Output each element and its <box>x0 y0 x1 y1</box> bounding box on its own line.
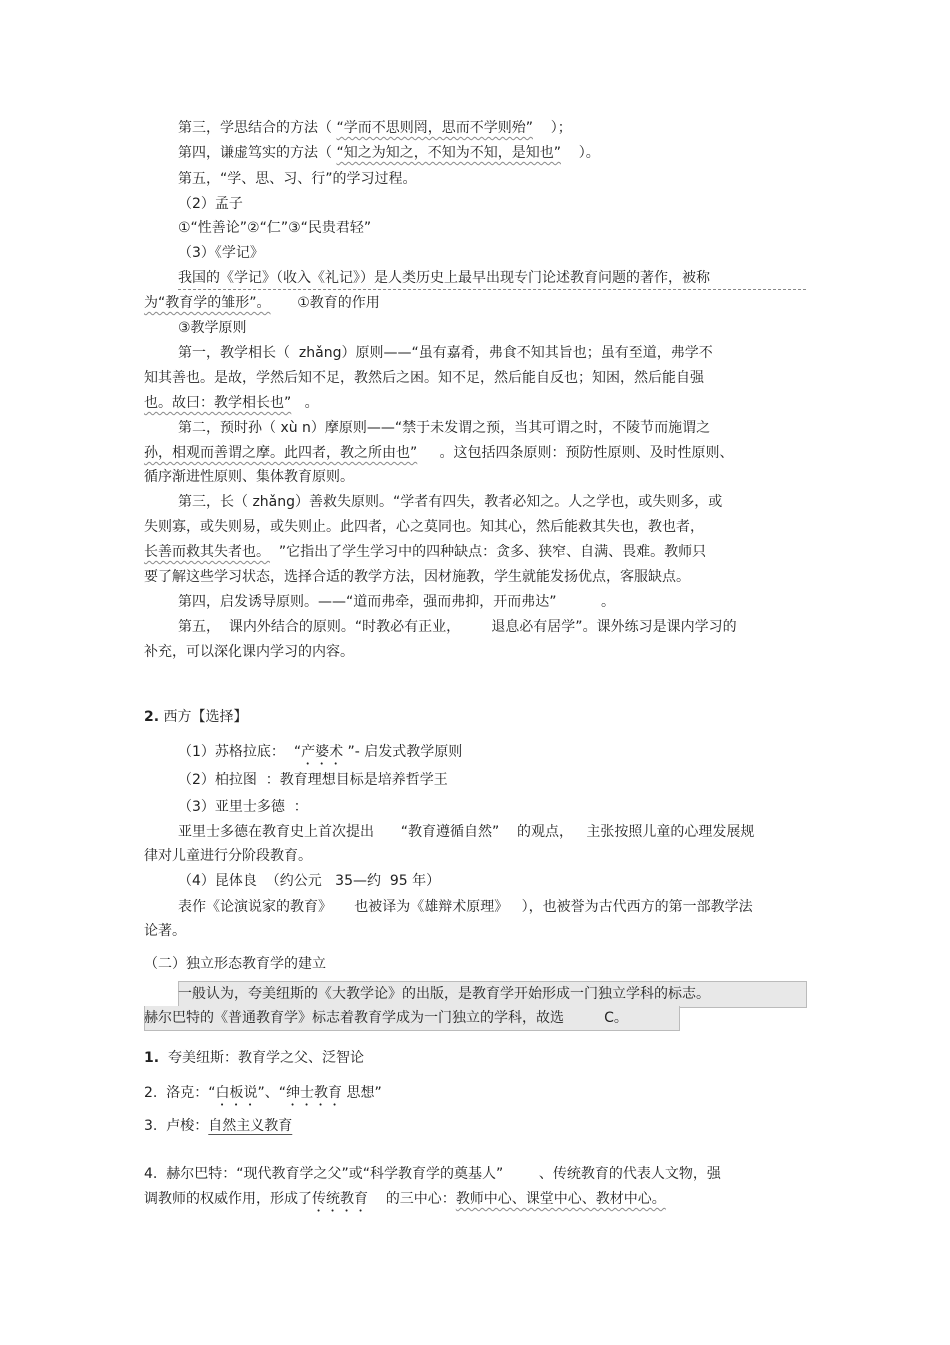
text-line: 知其善也。是故，学然后知不足，教然后之困。知不足，然后能自反也；知困，然后能自强 <box>144 370 704 386</box>
text-segment: 第三，学思结合的方法（ <box>178 120 332 136</box>
highlight-text <box>144 1008 628 1028</box>
text-line: ①“性善论”②“仁”③“民贵君轻” <box>178 220 372 236</box>
heading-text: 西方【选择】 <box>163 709 248 725</box>
highlight-text: 一般认为，夸美纽斯的《大教学论》的出版，是教育学开始形成一门独立学科的标志。 <box>178 986 710 1002</box>
text-segment: ”它指出了学生学习中的四种缺点：贪多、狭窄、自满、畏难。教师只 <box>278 544 707 560</box>
text-line: 补充，可以深化课内学习的内容。 <box>144 644 354 660</box>
section-heading <box>144 707 248 727</box>
text-line: 第一，教学相长（ zhǎng）原则——“虽有嘉肴，弗食不知其旨也；虽有至道，弗学不 <box>178 345 713 361</box>
text-line <box>178 143 600 163</box>
text-line <box>144 443 734 463</box>
text-line: 要了解这些学习状态，选择合适的教学方法，因材施教，学生就能发扬优点，客服缺点。 <box>144 569 690 585</box>
list-item <box>144 1164 721 1184</box>
text-segment: ①教育的作用 <box>297 295 380 311</box>
text-line: （3）亚里士多德 ： <box>178 799 308 815</box>
term-wavy: 教师中心、课堂中心、教材中心。 <box>455 1191 666 1207</box>
text-line <box>144 542 706 562</box>
quote-wavy: “知之为知之，不知为不知，是知也” <box>336 145 561 161</box>
text-segment: 退息必有居学”。课外练习是课内学习的 <box>491 619 737 635</box>
text-segment: 。这包括四条原则：预防性原则、及时性原则、 <box>439 445 734 461</box>
quote-wavy: 长善而救其失者也。 <box>144 544 270 560</box>
quote-wavy: 孙，相观而善谓之摩。此四者，教之所由也” <box>144 445 418 461</box>
text-line: 循序渐进性原则、集体教育原则。 <box>144 469 354 485</box>
item-text: 夸美纽斯：教育学之父、泛智论 <box>167 1050 364 1066</box>
text-segment: ”- 启发式教学原则 <box>347 744 463 760</box>
text-line: 我国的《学记》（收入《礼记》）是人类历史上最早出现专门论述教育问题的著作，被称 <box>178 270 710 286</box>
text-line: （2）孟子 <box>178 196 243 212</box>
text-segment: 4. 赫尔巴特：“现代教育学之父”或“科学教育学的奠基人” <box>144 1166 504 1182</box>
text-line: 论著。 <box>144 923 186 939</box>
text-segment: 的观点， <box>517 824 574 840</box>
list-item <box>144 1189 666 1215</box>
text-segment: 也被译为《雄辩术原理》 <box>354 899 509 915</box>
text-line: 第二，预时孙（ xù n）摩原则——“禁于未发谓之预，当其可谓之时，不陵节而施谓之 <box>178 420 711 436</box>
text-segment: 第五， 课内外结合的原则。“时教必有正业， <box>178 619 461 635</box>
text-segment: 主张按照儿童的心理发展规 <box>586 824 755 840</box>
emphasis-term: 绅士教育 <box>286 1085 343 1101</box>
text-line <box>178 897 753 917</box>
text-segment: 。 <box>601 594 616 610</box>
text-segment: 的三中心： <box>385 1191 456 1207</box>
text-segment: “教育遵循自然” <box>400 824 500 840</box>
quote-wavy: “学而不思则罔，思而不学则殆” <box>336 120 533 136</box>
text-line <box>144 293 380 313</box>
text-line: （2）柏拉图 ：教育理想目标是培养哲学王 <box>178 772 448 788</box>
text-segment: 。 <box>304 395 319 411</box>
text-line <box>178 742 462 768</box>
underlined-term: 自然主义教育 <box>208 1118 293 1134</box>
text-segment: （1）苏格拉底： <box>178 744 285 760</box>
text-line <box>178 592 615 612</box>
text-line: 第五，“学、思、习、行”的学习过程。 <box>178 171 417 187</box>
text-segment: ）。 <box>578 145 600 161</box>
text-segment: 调教师的权威作用，形成了 <box>144 1191 312 1207</box>
text-line <box>178 617 737 637</box>
text-segment: ）； <box>550 120 572 136</box>
text-segment: 2. 洛克：“ <box>144 1085 216 1101</box>
quote-wavy: 也。故曰：教学相长也” <box>144 395 292 411</box>
emphasis-term: 传统教育 <box>312 1191 368 1207</box>
text-line: （3）《学记》 <box>178 245 264 261</box>
term-wavy: 为“教育学的雏形”。 <box>144 295 271 311</box>
text-segment: 第四，谦虚笃实的方法（ <box>178 145 332 161</box>
list-item <box>144 1116 292 1136</box>
heading-number: 2. <box>144 709 160 725</box>
text-segment: ），也被誉为古代西方的第一部教学法 <box>521 899 753 915</box>
text-segment: 3. 卢梭： <box>144 1118 209 1134</box>
list-item <box>144 1083 382 1109</box>
text-segment: 、传统教育的代表人文物，强 <box>538 1166 721 1182</box>
text-segment: 表作《论演说家的教育》 <box>178 899 332 915</box>
text-segment: 赫尔巴特的《普通教育学》标志着教育学成为一门独立的学科，故选 <box>144 1010 564 1026</box>
item-number: 1. <box>144 1050 160 1066</box>
text-line <box>178 118 572 138</box>
text-line: ③教学原则 <box>178 320 247 336</box>
subsection-title: （二）独立形态教育学的建立 <box>144 956 326 972</box>
text-line <box>144 393 319 413</box>
emphasis-term: 白板说 <box>215 1085 258 1101</box>
text-line: 失则寡，或失则易，或失则止。此四者，心之莫同也。知其心，然后能救其失也，教也者， <box>144 519 704 535</box>
wavy-divider <box>178 289 806 290</box>
list-item <box>144 1048 364 1068</box>
text-segment: “ <box>293 744 302 760</box>
text-segment: 第四，启发诱导原则。——“道而弗牵，强而弗抑，开而弗达” <box>178 594 557 610</box>
text-segment: 思想” <box>346 1085 382 1101</box>
answer-letter: C。 <box>604 1010 628 1026</box>
emphasis-term: 产婆术 <box>301 744 344 760</box>
text-line <box>178 822 754 842</box>
text-segment: 亚里士多德在教育史上首次提出 <box>178 824 374 840</box>
text-line: 第三，长（ zhǎng）善救失原则。“学者有四失，教者必知之。人之学也，或失则多，或 <box>178 494 723 510</box>
text-line: （4）昆体良 （约公元 35—约 95 年） <box>178 873 441 889</box>
text-segment: ”、“ <box>257 1085 287 1101</box>
text-line: 律对儿童进行分阶段教育。 <box>144 848 312 864</box>
